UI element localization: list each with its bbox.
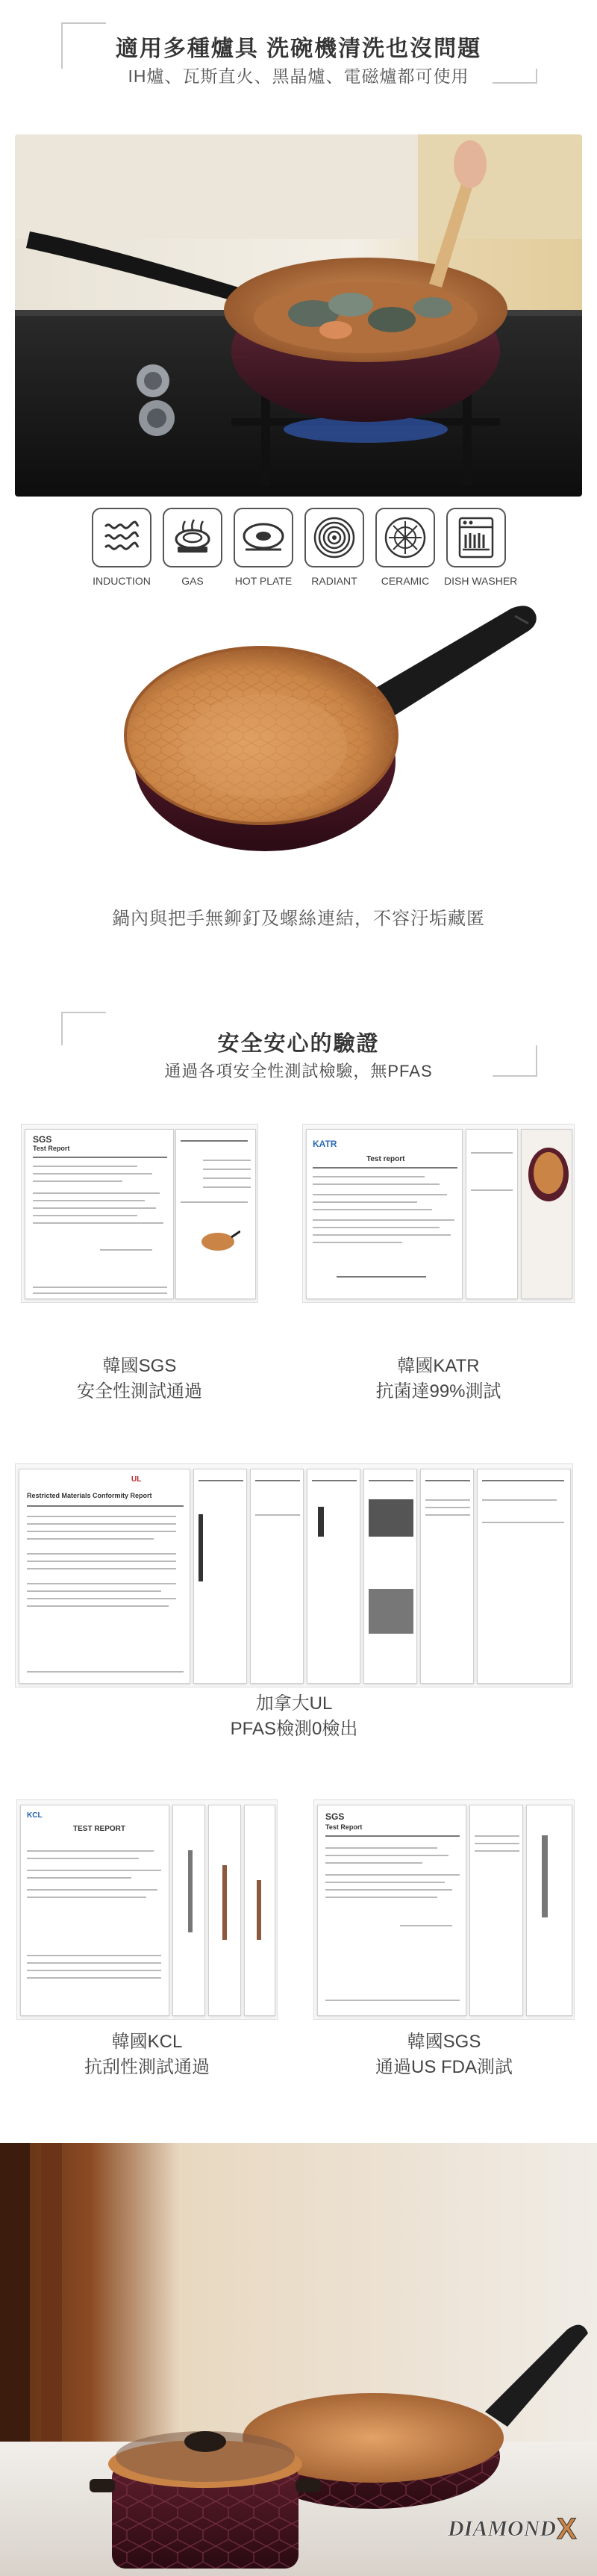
cooktop-item-gas xyxy=(160,508,225,587)
report-sheet xyxy=(175,1129,256,1299)
certificate-caption-line1: 韓國SGS xyxy=(407,2032,481,2052)
cooktop-section-subtitle: IH爐、瓦斯直火、黑晶爐、電磁爐都可使用 xyxy=(128,66,469,86)
certificate-caption xyxy=(15,1691,573,1742)
report-sheet xyxy=(244,1805,275,2016)
doc-heading: Test Report xyxy=(33,1145,70,1152)
pan-feature-caption: 鍋內與把手無鉚釘及螺絲連結，不容汙垢藏匿 xyxy=(112,909,485,929)
cooktop-label: RADIANT xyxy=(311,575,357,587)
certificate-caption-line1: 韓國KCL xyxy=(111,2032,183,2052)
sgs-fda-certificate-image xyxy=(313,1799,575,2020)
certificate-caption xyxy=(302,1354,575,1404)
doc-mark: KATR xyxy=(313,1139,337,1149)
cooktop-section-header xyxy=(0,0,597,131)
certificate-caption-line2: 抗菌達99%測試 xyxy=(375,1381,501,1401)
cooktop-section-title: 適用多種爐具 洗碗機清洗也沒問題 xyxy=(115,37,482,61)
report-sheet xyxy=(19,1469,190,1684)
certificate-caption-line1: 韓國KATR xyxy=(397,1356,480,1376)
report-sheet xyxy=(208,1805,241,2016)
report-sheet xyxy=(193,1469,247,1684)
cooktop-item-radiant xyxy=(302,508,366,587)
ceramic-icon xyxy=(375,508,435,567)
doc-heading: Test Report xyxy=(325,1823,363,1831)
certificate-caption-line1: 韓國SGS xyxy=(102,1356,177,1376)
doc-mark: SGS xyxy=(33,1134,52,1145)
report-sheet xyxy=(466,1129,518,1299)
cooktop-item-induction xyxy=(90,508,154,587)
cooktop-label: CERAMIC xyxy=(381,575,430,587)
cooktop-label: INDUCTION xyxy=(93,575,151,587)
doc-mark: UL xyxy=(131,1475,142,1484)
report-sheet xyxy=(477,1469,571,1684)
report-sheet xyxy=(469,1805,523,2016)
pot-and-pan-lifestyle-photo xyxy=(0,2143,597,2576)
doc-heading: TEST REPORT xyxy=(73,1825,126,1833)
cooktop-label: DISH WASHER xyxy=(444,575,518,587)
cooktop-icons-row xyxy=(0,508,597,594)
certificate-caption xyxy=(313,2029,575,2080)
report-sheet xyxy=(307,1469,360,1684)
pan-on-gas-stove-photo xyxy=(15,134,582,497)
brand-logo-text: DIAMOND xyxy=(448,2516,557,2541)
induction-coil-icon xyxy=(92,508,151,567)
dishwasher-icon xyxy=(446,508,506,567)
cooktop-item-dishwasher xyxy=(444,508,518,587)
report-sheet xyxy=(25,1129,174,1299)
kcl-scratch-certificate-image xyxy=(16,1799,278,2020)
cooktop-item-ceramic xyxy=(373,508,437,587)
doc-mark: SGS xyxy=(325,1811,345,1822)
doc-mark: KCL xyxy=(27,1811,43,1820)
cooktop-label: HOT PLATE xyxy=(234,575,293,587)
katr-antibacterial-certificate-image xyxy=(302,1124,575,1303)
report-sheet xyxy=(420,1469,474,1684)
certification-section-title: 安全安心的驗證 xyxy=(217,1032,380,1056)
diamond-x-brand-logo xyxy=(445,2510,587,2543)
certificate-caption-line2: PFAS檢測0檢出 xyxy=(230,1719,358,1739)
certification-section-subtitle: 通過各項安全性測試檢驗，無PFAS xyxy=(164,1062,433,1080)
hot-plate-icon xyxy=(234,508,293,567)
cooktop-item-hot-plate xyxy=(231,508,296,587)
report-sheet xyxy=(20,1805,169,2016)
doc-heading: Test report xyxy=(366,1155,405,1163)
cooktop-label: GAS xyxy=(181,575,204,587)
report-sheet xyxy=(250,1469,304,1684)
report-sheet xyxy=(172,1805,205,2016)
certificate-caption xyxy=(21,1354,258,1404)
report-sheet xyxy=(317,1805,466,2016)
certificate-caption xyxy=(16,2029,278,2080)
sgs-safety-certificate-image xyxy=(21,1124,258,1303)
certificate-caption-line2: 安全性測試通過 xyxy=(77,1381,202,1401)
certificate-caption-line1: 加拿大UL xyxy=(255,1693,333,1714)
ul-pfas-certificate-image xyxy=(15,1463,573,1687)
report-sheet xyxy=(521,1129,572,1299)
radiant-spiral-icon xyxy=(304,508,364,567)
frying-pan-product-image xyxy=(112,601,545,862)
doc-heading: Restricted Materials Conformity Report xyxy=(27,1492,152,1499)
certificate-caption-line2: 通過US FDA測試 xyxy=(375,2057,513,2077)
report-sheet xyxy=(306,1129,463,1299)
certificate-caption-line2: 抗刮性測試通過 xyxy=(84,2057,210,2077)
report-sheet xyxy=(363,1469,417,1684)
brand-logo-mark: X xyxy=(557,2513,577,2543)
report-sheet xyxy=(526,1805,572,2016)
gas-burner-icon xyxy=(163,508,222,567)
